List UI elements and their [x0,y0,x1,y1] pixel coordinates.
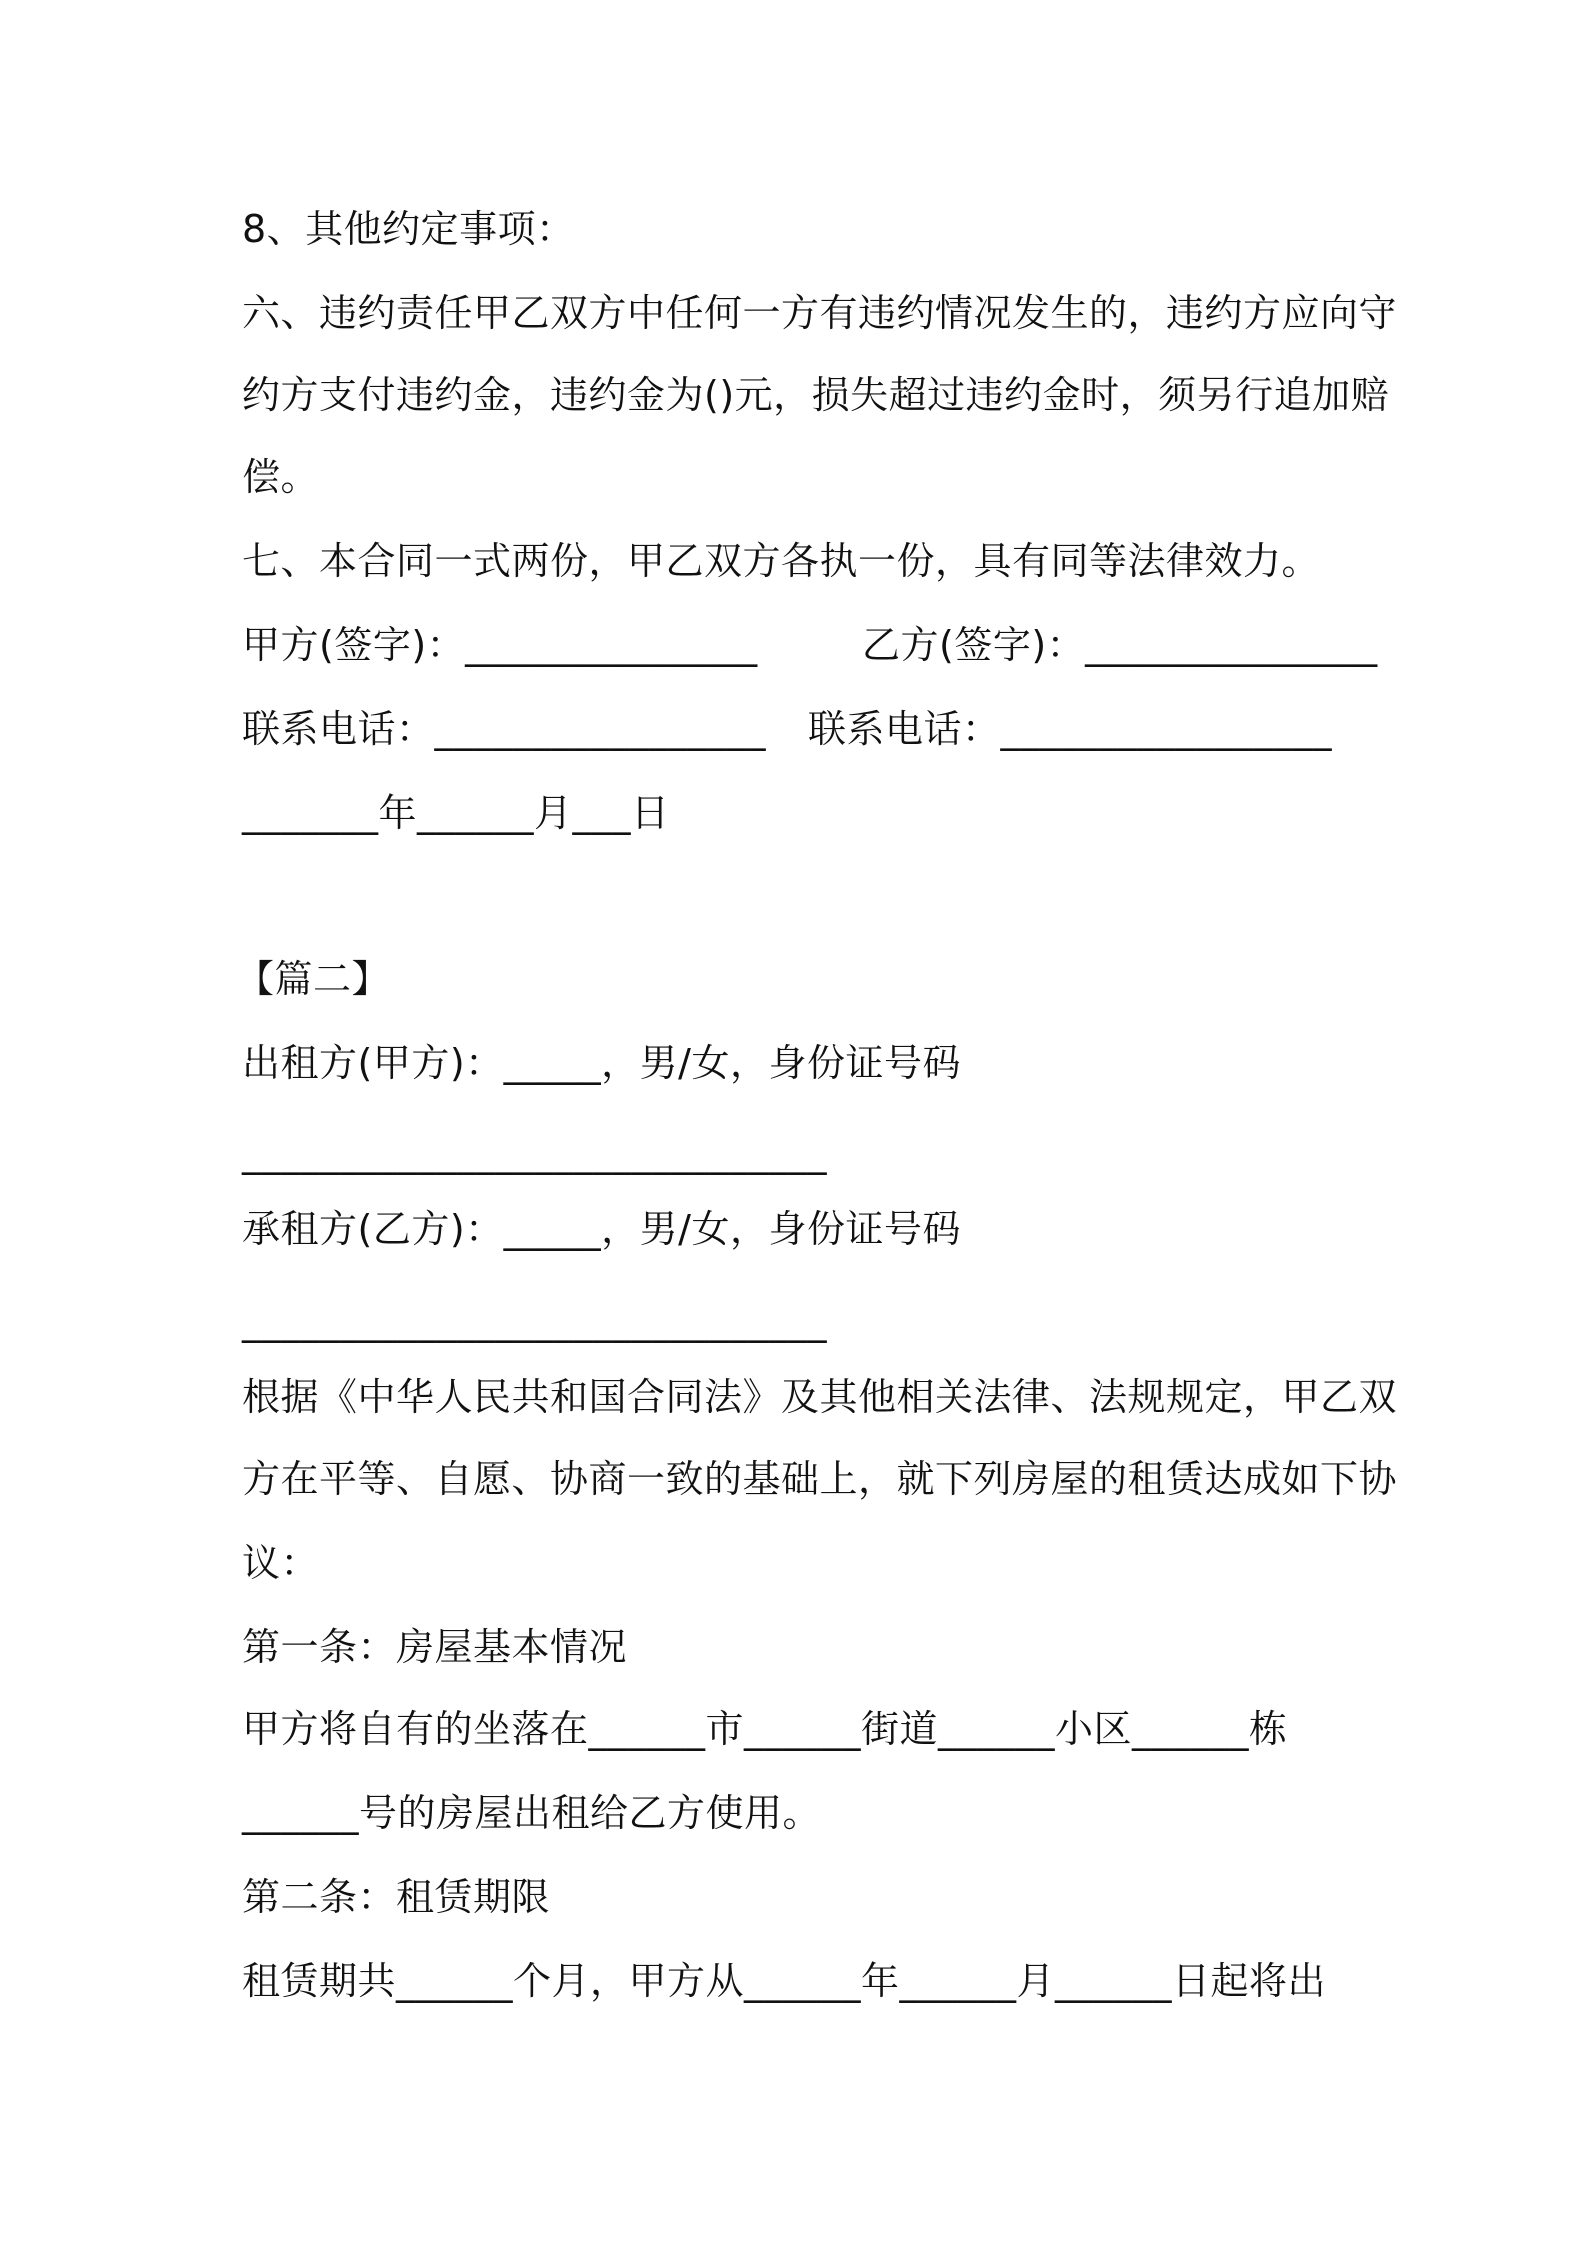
party-b-phone: 联系电话：_________________ [808,707,1333,751]
lessor-id-blank: ______________________________ [242,1131,827,1175]
breach-paragraph-line-3: 偿。 [242,455,320,499]
article-1-title: 第一条：房屋基本情况 [242,1625,628,1669]
copies-clause: 七、本合同一式两份，甲乙双方各执一份，具有同等法律效力。 [242,539,1321,583]
breach-paragraph-line-2: 约方支付违约金，违约金为()元，损失超过违约金时，须另行追加赔 [242,373,1390,417]
basis-paragraph-line-3: 议： [242,1541,320,1585]
article-1-body-line-1: 甲方将自有的坐落在______市______街道______小区______栋 [242,1707,1288,1751]
article-2-body-line-1: 租赁期共______个月，甲方从______年______月______日起将出 [242,1959,1327,2003]
lessor-line: 出租方(甲方)：_____，男/女，身份证号码 [242,1041,961,1085]
party-a-signature: 甲方(签字)：_______________ [242,623,758,667]
other-matters-line: 8、其他约定事项： [242,207,575,251]
breach-paragraph-line-1: 六、违约责任甲乙双方中任何一方有违约情况发生的，违约方应向守 [242,291,1398,335]
lessee-id-blank: ______________________________ [242,1299,827,1343]
basis-paragraph-line-2: 方在平等、自愿、协商一致的基础上，就下列房屋的租赁达成如下协 [242,1457,1398,1501]
lessee-line: 承租方(乙方)：_____，男/女，身份证号码 [242,1207,961,1251]
party-b-signature: 乙方(签字)：_______________ [862,623,1378,667]
article-1-body-line-2: ______号的房屋出租给乙方使用。 [242,1791,822,1835]
party-a-phone: 联系电话：_________________ [242,707,767,751]
date-line: _______年______月___日 [242,791,670,835]
section-heading: 【篇二】 [236,957,391,1001]
basis-paragraph-line-1: 根据《中华人民共和国合同法》及其他相关法律、法规规定，甲乙双 [242,1375,1398,1419]
article-2-title: 第二条：租赁期限 [242,1875,551,1919]
